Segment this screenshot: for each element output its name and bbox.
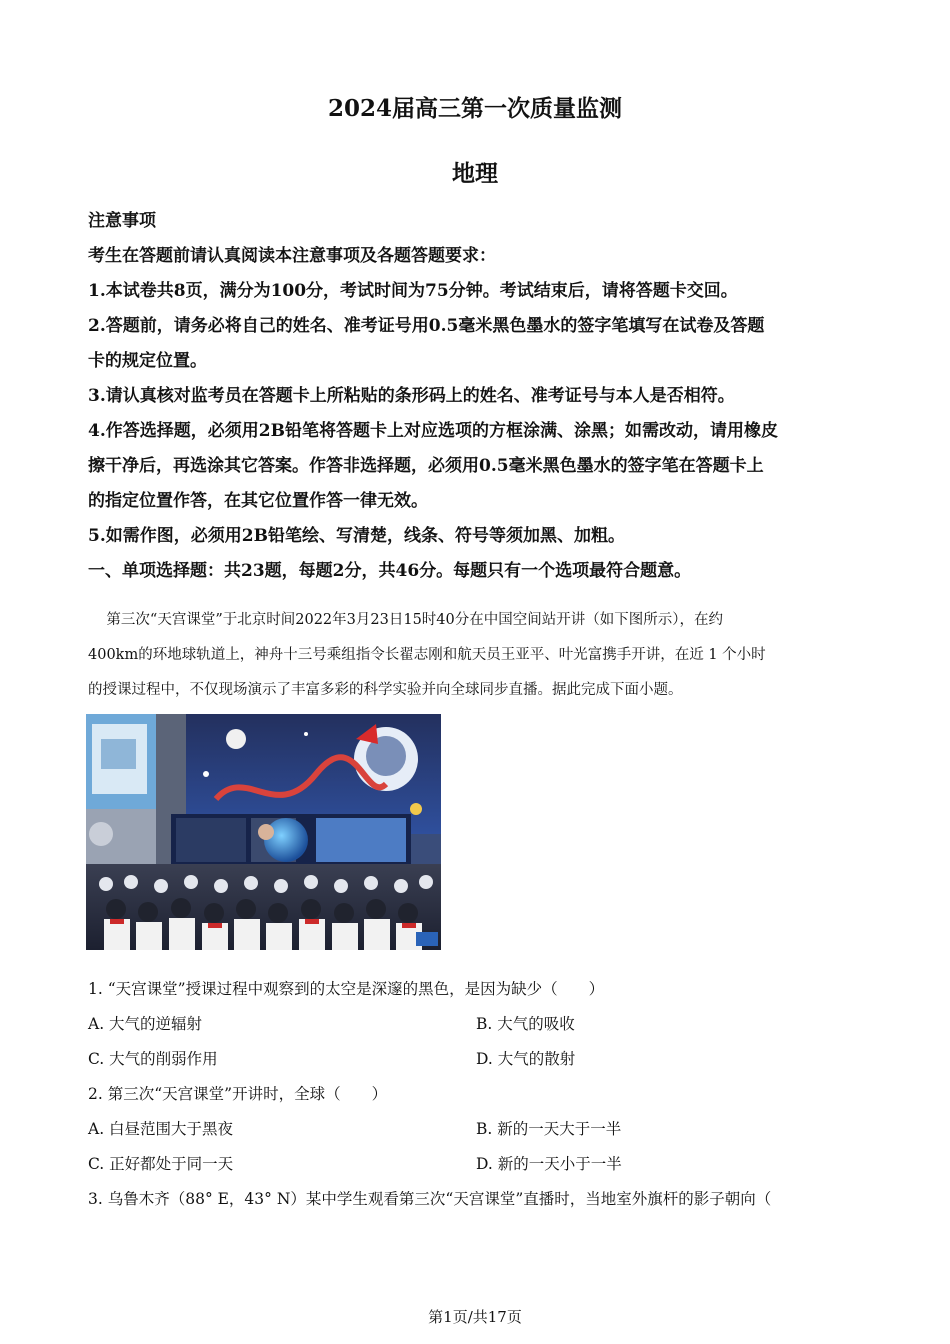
question-1-option-d: D. 大气的散射: [476, 1050, 576, 1068]
question-2-option-d: D. 新的一天小于一半: [476, 1155, 622, 1173]
notice-line: 3.请认真核对监考员在答题卡上所粘贴的条形码上的姓名、准考证号与本人是否相符。: [88, 386, 735, 406]
question-3-stem: 3. 乌鲁木齐（88° E，43° N）某中学生观看第三次“天宫课堂”直播时，当地室外旗杆的影子朝向（: [88, 1190, 772, 1208]
notice-line: 4.作答选择题，必须用2B铅笔将答题卡上对应选项的方框涂满、涂黑；如需改动，请用橡皮: [88, 421, 778, 441]
question-2-option-c: C. 正好都处于同一天: [88, 1155, 234, 1173]
intro-line: 第三次“天宫课堂”于北京时间2022年3月23日15时40分在中国空间站开讲（如下图所示），在约: [88, 612, 723, 628]
intro-line: 的授课过程中，不仅现场演示了丰富多彩的科学实验并向全球同步直播。据此完成下面小题。: [88, 682, 683, 698]
question-2-stem: 2. 第三次“天宫课堂”开讲时，全球（ ）: [88, 1085, 388, 1103]
section-heading: 一、单项选择题：共23题，每题2分，共46分。每题只有一个选项最符合题意。: [88, 561, 692, 581]
intro-line: 400km的环地球轨道上，神舟十三号乘组指令长翟志刚和航天员王亚平、叶光富携手开讲，在近 1 个小时: [88, 647, 766, 663]
notice-line: 卡的规定位置。: [88, 351, 207, 371]
question-1-stem: 1. “天宫课堂”授课过程中观察到的太空是深邃的黑色，是因为缺少（ ）: [88, 980, 605, 998]
notice-line: 考生在答题前请认真阅读本注意事项及各题答题要求：: [88, 246, 496, 266]
page-number: 第1页/共17页: [428, 1308, 522, 1326]
notice-line: 擦干净后，再选涂其它答案。作答非选择题，必须用0.5毫米黑色墨水的签字笔在答题卡上: [88, 456, 764, 476]
notice-line: 2.答题前，请务必将自己的姓名、准考证号用0.5毫米黑色墨水的签字笔填写在试卷及答题: [88, 316, 765, 336]
notice-block: [88, 204, 878, 589]
subject-title: 地理: [452, 160, 498, 187]
question-2-option-a: A. 白昼范围大于黑夜: [88, 1120, 234, 1138]
notice-heading: 注意事项: [88, 211, 156, 231]
question-1-option-a: A. 大气的逆辐射: [88, 1015, 203, 1033]
exam-title: 2024届高三第一次质量监测: [327, 95, 622, 122]
notice-line: 的指定位置作答，在其它位置作答一律无效。: [88, 491, 428, 511]
tiangong-classroom-photo: [86, 714, 441, 950]
notice-line: 1.本试卷共8页，满分为100分，考试时间为75分钟。考试结束后，请将答题卡交回。: [88, 281, 738, 301]
notice-line: 5.如需作图，必须用2B铅笔绘、写清楚，线条、符号等须加黑、加粗。: [88, 526, 625, 546]
question-1-option-b: B. 大气的吸收: [476, 1015, 575, 1033]
question-1-option-c: C. 大气的削弱作用: [88, 1050, 218, 1068]
question-2-option-b: B. 新的一天大于一半: [476, 1120, 622, 1138]
intro-passage: [88, 603, 878, 708]
